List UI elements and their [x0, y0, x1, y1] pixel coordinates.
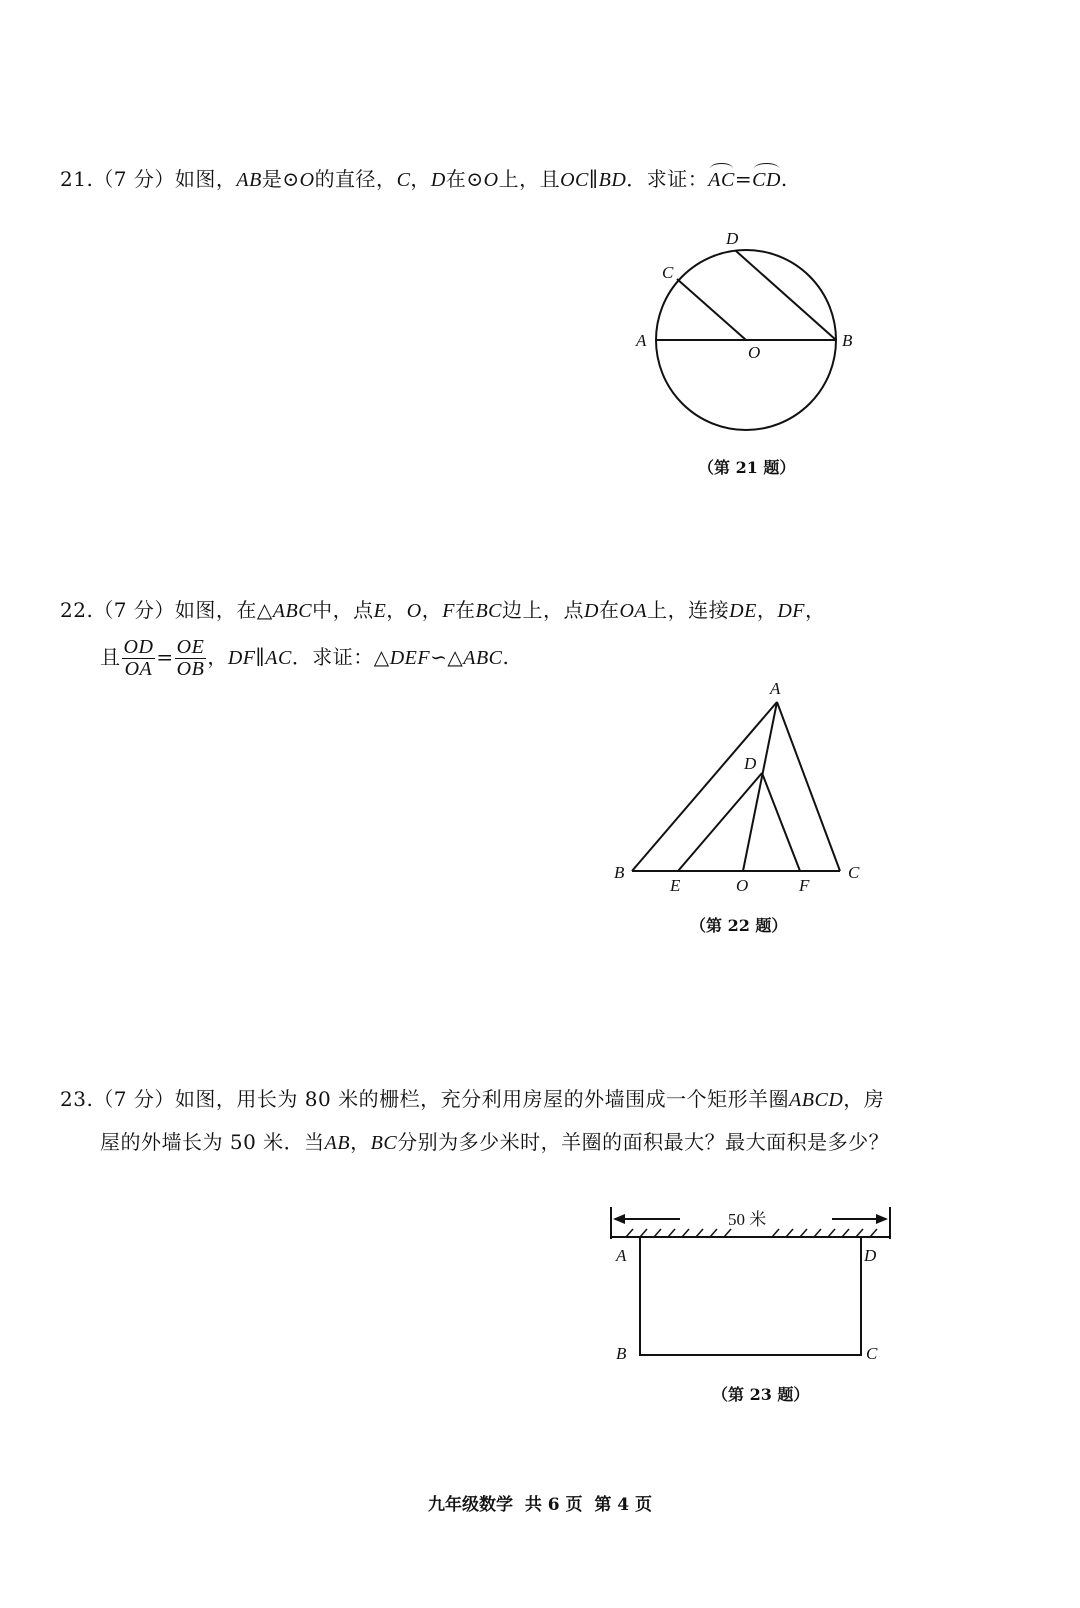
segment-ac [777, 702, 840, 871]
segment-ab [632, 702, 777, 871]
segment-de [678, 773, 762, 871]
segment-oc [677, 279, 746, 340]
segment-df [762, 773, 800, 871]
fraction-od-oa: $\frac{OD}{OA}$ [123, 636, 154, 680]
figure-21 [620, 220, 880, 450]
label-f: F [799, 876, 810, 895]
label-c: C [662, 263, 674, 282]
label-b: B [842, 331, 853, 350]
label-e: E [670, 876, 681, 895]
label-a: A [770, 679, 781, 698]
label-b: B [614, 863, 625, 882]
wall-hatching [626, 1229, 877, 1237]
figure-22 [600, 670, 880, 900]
label-d: D [726, 229, 739, 248]
label-b: B [616, 1344, 627, 1363]
page-footer: 九年级数学 共 6 页 第 4 页 [427, 1495, 652, 1515]
pen-rectangle [640, 1237, 861, 1355]
segment-bd [736, 251, 836, 340]
q22-text-line1: 22.（7 分）如图，在△ABC中，点E，O，F在BC边上，点D在OA上，连接DE，DF， [60, 598, 826, 622]
caption-22: （第 22 题） [690, 916, 788, 935]
label-o: O [736, 876, 749, 895]
arc-ac: AC [708, 169, 735, 191]
dim-label: 50 米 [728, 1210, 767, 1229]
caption-21: （第 21 题） [698, 458, 796, 477]
figure-23 [600, 1195, 900, 1375]
segment-oa [743, 702, 777, 871]
fraction-oe-ob: $\frac{OE}{OB}$ [176, 636, 205, 680]
caption-23: （第 23 题） [712, 1385, 810, 1404]
dim-arrowhead-left [613, 1214, 625, 1224]
label-a: A [616, 1246, 627, 1265]
label-d: D [744, 754, 757, 773]
label-a: A [636, 331, 647, 350]
q21-text: 21.（7 分）如图，AB是⊙O的直径，C，D在⊙O上，且OC∥BD．求证：AC=CD. [60, 167, 788, 191]
label-c: C [866, 1344, 878, 1363]
label-o: O [748, 343, 761, 362]
q22-text-line2: 且 $\frac{OD}{OA}$ = $\frac{OE}{OB}$ ，DF∥AC．求证：△DEF∽△ABC. [100, 636, 510, 680]
arc-cd: CD [752, 169, 781, 191]
label-c: C [848, 863, 860, 882]
label-d: D [864, 1246, 877, 1265]
q23-text-line2: 屋的外墙长为 50 米．当AB，BC分别为多少米时，羊圈的面积最大？最大面积是多少？ [100, 1130, 890, 1154]
q23-text-line1: 23.（7 分）如图，用长为 80 米的栅栏，充分利用房屋的外墙围成一个矩形羊圈ABCD，房 [60, 1087, 885, 1111]
dim-arrowhead-right [876, 1214, 888, 1224]
